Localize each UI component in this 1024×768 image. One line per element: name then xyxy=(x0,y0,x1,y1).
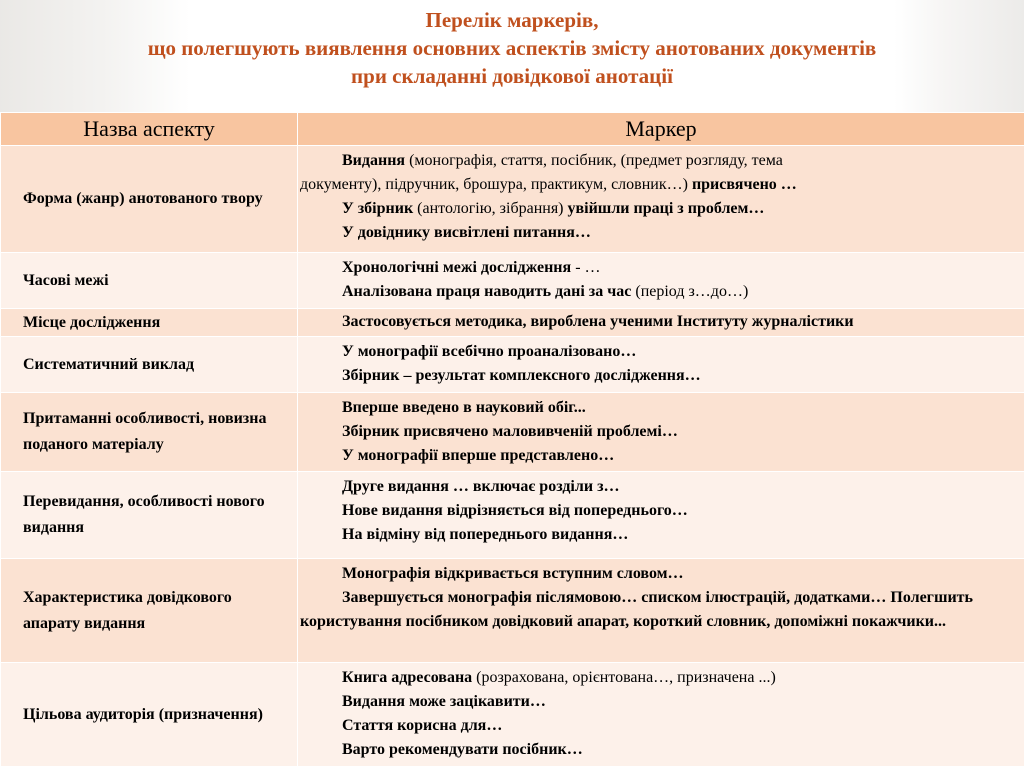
table-row xyxy=(1,393,1024,472)
marker-line: Варто рекомендувати посібник… xyxy=(342,741,583,758)
marker-line: документу), підручник, брошура, практикум, словник…) присвячено … xyxy=(300,176,797,193)
marker-line: Видання (монографія, стаття, посібник, (предмет розгляду, тема xyxy=(342,152,783,169)
table-row xyxy=(1,146,1024,253)
aspect-cell: Притаманні особливості, новизна поданого матеріалу xyxy=(1,393,298,472)
marker-cell xyxy=(298,337,1024,393)
table-header-row xyxy=(1,113,1024,146)
table-row xyxy=(1,309,1024,337)
marker-cell xyxy=(298,472,1024,559)
table-row xyxy=(1,253,1024,309)
table-row xyxy=(1,337,1024,393)
marker-line: Збірник – результат комплексного дослідження… xyxy=(342,367,701,384)
aspect-cell: Цільова аудиторія (призначення) xyxy=(1,663,298,767)
title-line-3: при складанні довідкової анотації xyxy=(351,64,673,88)
marker-cell xyxy=(298,146,1024,253)
header-marker: Маркер xyxy=(298,113,1024,146)
page-title xyxy=(0,6,1024,90)
table-row xyxy=(1,472,1024,559)
table-row xyxy=(1,663,1024,767)
marker-paragraph: Завершується монографія післямовою… списком ілюстрацій, додатками… Полегшить користування посібником довідковий апарат, короткий словник, допоміжні покажчики... xyxy=(300,589,973,630)
marker-cell xyxy=(298,663,1024,767)
marker-cell xyxy=(298,393,1024,472)
marker-cell xyxy=(298,559,1024,663)
aspect-cell: Перевидання, особливості нового видання xyxy=(1,472,298,559)
marker-line: Нове видання відрізняється від попереднього… xyxy=(342,502,688,519)
aspect-cell: Характеристика довідкового апарату видання xyxy=(1,559,298,663)
aspect-cell: Місце дослідження xyxy=(1,309,298,337)
marker-line: У довіднику висвітлені питання… xyxy=(342,224,591,241)
marker-line: У монографії вперше представлено… xyxy=(342,447,615,464)
marker-line: Хронологічні межі дослідження - … xyxy=(342,259,601,276)
marker-line: Застосовується методика, вироблена ученими Інституту журналістики xyxy=(342,313,854,330)
marker-cell xyxy=(298,309,1024,337)
table-row xyxy=(1,559,1024,663)
title-line-1: Перелік маркерів, xyxy=(425,8,599,32)
marker-line: Стаття корисна для… xyxy=(342,717,503,734)
marker-line: Книга адресована (розрахована, орієнтована…, призначена ...) xyxy=(342,669,776,686)
marker-line: Аналізована праця наводить дані за час (період з…до…) xyxy=(342,283,749,300)
marker-line: Друге видання … включає розділи з… xyxy=(342,478,620,495)
aspect-cell: Систематичний виклад xyxy=(1,337,298,393)
header-aspect: Назва аспекту xyxy=(1,113,298,146)
aspect-cell: Форма (жанр) анотованого твору xyxy=(1,146,298,253)
aspect-cell: Часові межі xyxy=(1,253,298,309)
title-line-2: що полегшують виявлення основних аспектів змісту анотованих документів xyxy=(147,36,877,60)
marker-line: На відміну від попереднього видання… xyxy=(342,526,629,543)
marker-line: Вперше введено в науковий обіг... xyxy=(342,399,586,416)
marker-line: Збірник присвячено маловивченій проблемі… xyxy=(342,423,678,440)
marker-cell xyxy=(298,253,1024,309)
marker-line: Монографія відкривається вступним словом… xyxy=(342,565,684,582)
marker-line: У монографії всебічно проаналізовано… xyxy=(342,343,637,360)
marker-line: Видання може зацікавити… xyxy=(342,693,546,710)
markers-table xyxy=(0,112,1024,767)
marker-line: У збірник (антологію, зібрання) увійшли праці з проблем… xyxy=(342,200,765,217)
